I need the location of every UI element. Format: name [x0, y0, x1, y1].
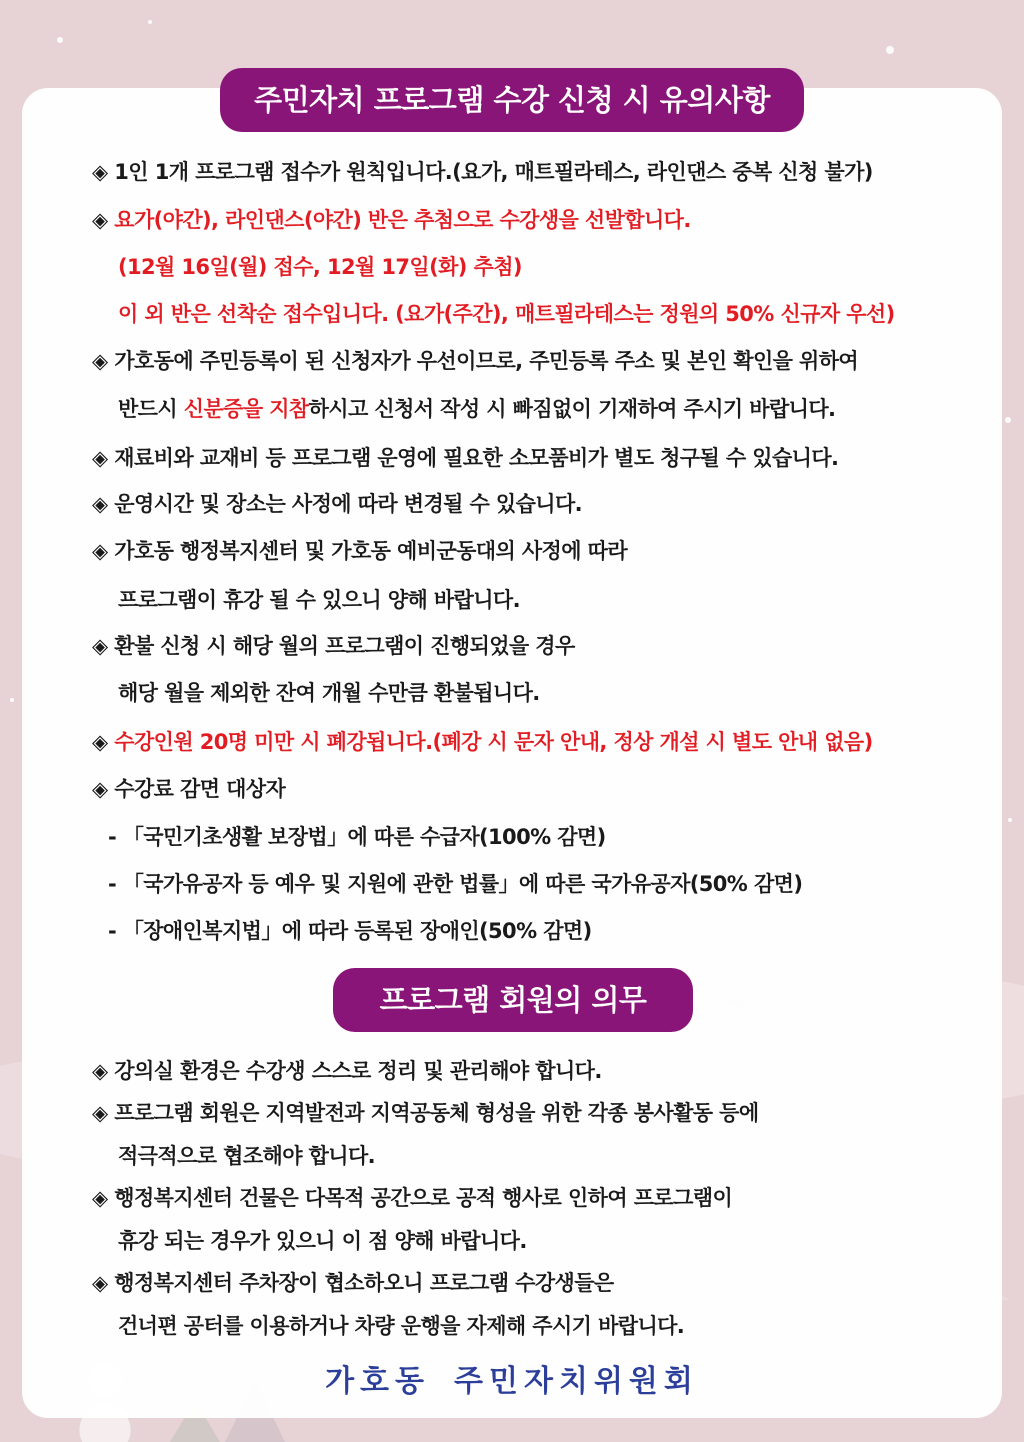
bullet-icon: ◈: [92, 1186, 108, 1210]
notice-2-first-come: 이 외 반은 선착순 접수입니다. (요가(주간), 매트필라테스는 정원의 50% 신규자 우선): [118, 302, 895, 326]
signature-dong: 가호동: [325, 1364, 431, 1399]
duty-3: ◈ 행정복지센터 건물은 다목적 공간으로 공적 행사로 인하여 프로그램이: [92, 1186, 733, 1210]
bullet-icon: ◈: [92, 1101, 108, 1125]
notice-7-cont: 해당 월을 제외한 잔여 개월 수만큼 환불됩니다.: [118, 681, 540, 705]
bullet-icon: ◈: [92, 349, 108, 373]
signature: [0, 1356, 1024, 1400]
notice-7: ◈ 환불 신청 시 해당 월의 프로그램이 진행되었을 경우: [92, 634, 575, 658]
notice-3: ◈ 가호동에 주민등록이 된 신청자가 우선이므로, 주민등록 주소 및 본인 확인을 위하여: [92, 349, 859, 373]
bullet-icon: ◈: [92, 208, 108, 232]
duty-4: ◈ 행정복지센터 주차장이 협소하오니 프로그램 수강생들은: [92, 1271, 614, 1295]
bullet-icon: ◈: [92, 1271, 108, 1295]
bullet-icon: ◈: [92, 777, 108, 801]
discount-national-merit: - 「국가유공자 등 예우 및 지원에 관한 법률」에 따른 국가유공자(50% 감면): [108, 872, 803, 896]
notice-6-cont: 프로그램이 휴강 될 수 있으니 양해 바랍니다.: [118, 588, 520, 612]
signature-committee: 주민자치위원회: [454, 1364, 699, 1399]
notice-8: ◈ 수강인원 20명 미만 시 폐강됩니다.(폐강 시 문자 안내, 정상 개설 시 별도 안내 없음): [92, 730, 873, 754]
bullet-icon: ◈: [92, 539, 108, 563]
notice-9: ◈ 수강료 감면 대상자: [92, 777, 286, 801]
bullet-icon: ◈: [92, 160, 108, 184]
duty-3-cont: 휴강 되는 경우가 있으니 이 점 양해 바랍니다.: [118, 1229, 527, 1253]
discount-basic-livelihood: - 「국민기초생활 보장법」에 따른 수급자(100% 감면): [108, 825, 606, 849]
id-card-highlight: 신분증을 지참: [183, 397, 309, 421]
discount-disabled: - 「장애인복지법」에 따라 등록된 장애인(50% 감면): [108, 919, 592, 943]
duty-4-cont: 건너편 공터를 이용하거나 차량 운행을 자제해 주시기 바랍니다.: [118, 1314, 685, 1338]
member-duties-title: 프로그램 회원의 의무: [333, 968, 693, 1032]
bullet-icon: ◈: [92, 730, 108, 754]
duty-1: ◈ 강의실 환경은 수강생 스스로 정리 및 관리해야 합니다.: [92, 1059, 602, 1083]
notice-6: ◈ 가호동 행정복지센터 및 가호동 예비군동대의 사정에 따라: [92, 539, 628, 563]
notice-1: ◈ 1인 1개 프로그램 접수가 원칙입니다.(요가, 매트필라테스, 라인댄스 중복 신청 불가): [92, 160, 873, 184]
bullet-icon: ◈: [92, 492, 108, 516]
notice-2: ◈ 요가(야간), 라인댄스(야간) 반은 추첨으로 수강생을 선발합니다.: [92, 208, 691, 232]
notice-5: ◈ 운영시간 및 장소는 사정에 따라 변경될 수 있습니다.: [92, 492, 583, 516]
main-title: 주민자치 프로그램 수강 신청 시 유의사항: [220, 68, 804, 132]
notice-4: ◈ 재료비와 교재비 등 프로그램 운영에 필요한 소모품비가 별도 청구될 수 있습니다.: [92, 446, 839, 470]
duty-2-cont: 적극적으로 협조해야 합니다.: [118, 1144, 376, 1168]
notice-3-id-card: 반드시 신분증을 지참하시고 신청서 작성 시 빠짐없이 기재하여 주시기 바랍니다.: [118, 397, 836, 421]
bullet-icon: ◈: [92, 1059, 108, 1083]
bullet-icon: ◈: [92, 634, 108, 658]
duty-2: ◈ 프로그램 회원은 지역발전과 지역공동체 형성을 위한 각종 봉사활동 등에: [92, 1101, 759, 1125]
bullet-icon: ◈: [92, 446, 108, 470]
notice-2-schedule: (12월 16일(월) 접수, 12월 17일(화) 추첨): [118, 255, 522, 279]
